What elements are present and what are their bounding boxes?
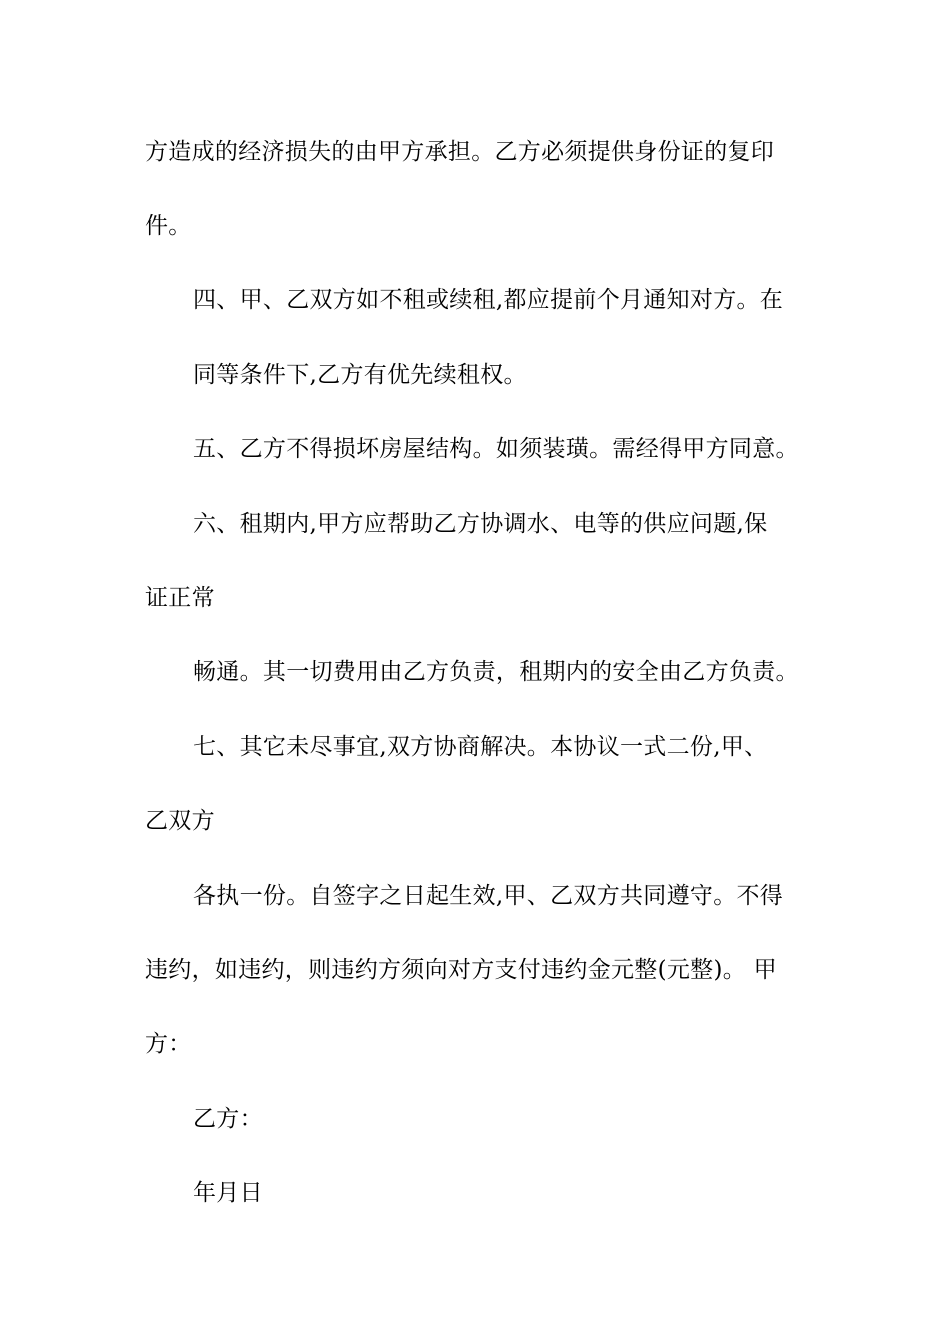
date-label: 年月日 xyxy=(193,1180,263,1206)
clause-5: 五、乙方不得损坏房屋结构。如须装璜。需经得甲方同意。 xyxy=(193,436,799,462)
party-b-label: 乙方： xyxy=(193,1106,263,1132)
text-line-2: 件。 xyxy=(145,213,192,239)
clause-6-line-2: 证正常 xyxy=(145,585,215,611)
clause-4-line-2: 同等条件下,乙方有优先续租权。 xyxy=(193,362,527,388)
party-a-label: 方： xyxy=(145,1031,192,1057)
text-line-1: 方造成的经济损失的由甲方承担。乙方必须提供身份证的复印 xyxy=(145,139,775,165)
clause-7-line-2: 乙双方 xyxy=(145,808,215,834)
clause-4-line-1: 四、甲、乙双方如不租或续租,都应提前个月通知对方。在 xyxy=(193,287,784,313)
clause-6-line-1: 六、租期内,甲方应帮助乙方协调水、电等的供应问题,保 xyxy=(193,511,768,537)
clause-6-line-3: 畅通。其一切费用由乙方负责，租期内的安全由乙方负责。 xyxy=(193,659,799,685)
clause-7-line-4: 违约，如违约，则违约方须向对方支付违约金元整(元整)。 甲 xyxy=(145,957,777,983)
clause-7-line-3: 各执一份。自签字之日起生效,甲、乙双方共同遵守。不得 xyxy=(193,883,784,909)
clause-7-line-1: 七、其它未尽事宜,双方协商解决。本协议一式二份,甲、 xyxy=(193,734,768,760)
